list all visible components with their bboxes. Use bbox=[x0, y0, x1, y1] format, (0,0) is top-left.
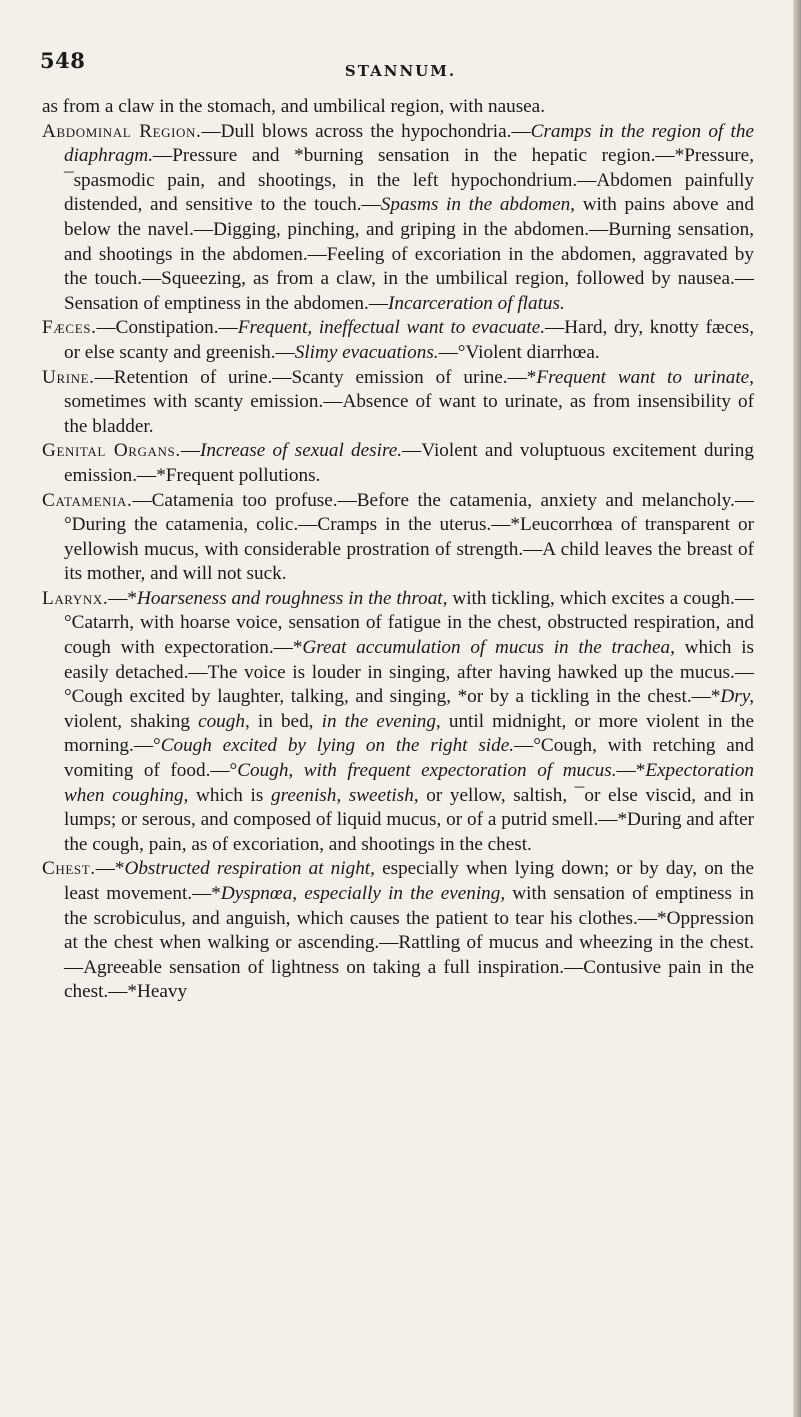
italic-text: Cramps in the region of the diaphragm. bbox=[64, 120, 754, 167]
text-run: —Dull blows across the hypochondria.— bbox=[201, 120, 531, 142]
italic-text: Frequent, ineffectual want to evacuate. bbox=[237, 317, 546, 339]
book-spine-edge bbox=[793, 0, 801, 1417]
text-run: which is easily detached.—The voice is louder in singing, after having hawked up the mucus.—°Cough excited by laughter, talking, and singing, *or by a tickling in the chest.—* bbox=[64, 637, 754, 708]
body-text bbox=[42, 95, 754, 1005]
text-run: —* bbox=[616, 760, 646, 782]
italic-text: Cough excited by lying on the right side. bbox=[160, 735, 515, 757]
text-run: as from a claw in the stomach, and umbilical region, with nausea. bbox=[42, 96, 545, 117]
text-run: —°Violent diarrhœa. bbox=[438, 341, 600, 363]
text-run: or yellow, saltish, ¯or else viscid, and in lumps; or serous, and composed of liquid mucus, or of a putrid smell.—*During and after the cough, pain, as of excoriation, and shootings in the chest. bbox=[64, 784, 754, 855]
text-run: —Catamenia too profuse.—Before the catamenia, anxiety and melancholy.—°During the catamenia, colic.—Cramps in the uterus.—*Leucorrhœa of transparent or yellowish mucus, with considerable prostration of strength.—A child leaves the breast of its mother, and will not suck. bbox=[64, 489, 754, 585]
italic-text: Slimy evacuations. bbox=[294, 341, 439, 363]
text-run: —°Cough, with retching and vomiting of food.—° bbox=[64, 735, 754, 782]
section-heading: Chest. bbox=[42, 858, 96, 880]
italic-text: Dry, bbox=[720, 686, 754, 708]
page-number: 548 bbox=[40, 48, 86, 73]
section-heading: Genital Organs. bbox=[42, 440, 181, 462]
section-paragraph bbox=[42, 316, 754, 365]
italic-text: Spasms in the abdomen, bbox=[380, 194, 575, 216]
section-paragraph bbox=[42, 120, 754, 317]
text-run: with pains above and below the navel.—Digging, pinching, and griping in the abdomen.—Burning sensation, and shootings in the abdomen.—Feeling of excoriation in the abdomen, aggravated by the touch.—Squeezing, as from a claw, in the umbilical region, followed by nausea.—Sensation of emptiness in the abdomen.— bbox=[64, 194, 754, 314]
text-run: with tickling, which excites a cough.—°Catarrh, with hoarse voice, sensation of fatigue in the chest, obstructed respiration, and cough with expectoration.—* bbox=[64, 587, 754, 659]
text-run: —Hard, dry, knotty fæces, or else scanty and greenish.— bbox=[64, 317, 754, 363]
section-heading: Fæces. bbox=[42, 317, 97, 339]
text-run: which is bbox=[188, 784, 271, 806]
italic-text: Expectoration when coughing, bbox=[64, 760, 755, 806]
section-heading: Urine. bbox=[42, 366, 95, 388]
section-heading: Larynx. bbox=[42, 587, 109, 609]
section-heading: Abdominal Region. bbox=[42, 120, 202, 142]
text-run: especially when lying down; or by day, on the least movement.—* bbox=[64, 858, 754, 904]
running-head: STANNUM. bbox=[344, 62, 457, 80]
italic-text: cough, bbox=[198, 710, 250, 732]
text-run: —Pressure and *burning sensation in the hepatic region.—*Pressure, ¯spasmodic pain, and shootings, in the left hypochondrium.—Abdomen painfully distended, and sensitive to the touch.— bbox=[64, 145, 754, 216]
italic-text: Obstructed respiration at night, bbox=[124, 858, 375, 880]
italic-text: Great accumulation of mucus in the trachea, bbox=[302, 637, 675, 659]
text-run: violent, shaking bbox=[64, 710, 199, 732]
text-run: in bed, bbox=[249, 710, 322, 732]
text-run: until midnight, or more violent in the morning.—° bbox=[64, 710, 755, 757]
section-paragraph bbox=[42, 489, 754, 587]
italic-text: in the evening, bbox=[321, 710, 441, 732]
italic-text: Hoarseness and roughness in the throat, bbox=[137, 587, 448, 609]
italic-text: Dyspnœa, especially in the evening, bbox=[220, 883, 506, 904]
text-run: — bbox=[180, 440, 200, 462]
section-heading: Catamenia. bbox=[42, 489, 133, 511]
italic-text: Frequent want to urinate, bbox=[536, 366, 754, 388]
section-paragraph bbox=[42, 439, 754, 488]
continuation-paragraph bbox=[42, 95, 754, 120]
italic-text: greenish, sweetish, bbox=[270, 784, 419, 806]
text-run: with sensation of emptiness in the scrobiculus, and anguish, which causes the patient to tear his clothes.—*Oppression at the chest when walking or ascending.—Rattling of mucus and wheezing in the chest.—Agreeable sensation of lightness on taking a full inspiration.—Contusive pain in the chest.—*Heavy bbox=[64, 883, 755, 1003]
text-run: —* bbox=[95, 858, 125, 880]
text-run: —Retention of urine.—Scanty emission of urine.—* bbox=[94, 366, 537, 388]
italic-text: Incarceration of flatus. bbox=[388, 292, 565, 314]
text-run: —Constipation.— bbox=[96, 317, 238, 339]
section-paragraph bbox=[42, 587, 754, 858]
italic-text: Cough, with frequent expectoration of mucus. bbox=[237, 760, 617, 782]
text-run: sometimes with scanty emission.—Absence of want to urinate, as from insensibility of the bladder. bbox=[64, 391, 754, 437]
italic-text: Increase of sexual desire. bbox=[199, 440, 403, 462]
text-run: —Violent and voluptuous excitement during emission.—*Frequent pollutions. bbox=[64, 440, 754, 486]
section-paragraph bbox=[42, 857, 754, 1005]
text-run: —* bbox=[108, 587, 138, 609]
section-paragraph bbox=[42, 366, 754, 440]
